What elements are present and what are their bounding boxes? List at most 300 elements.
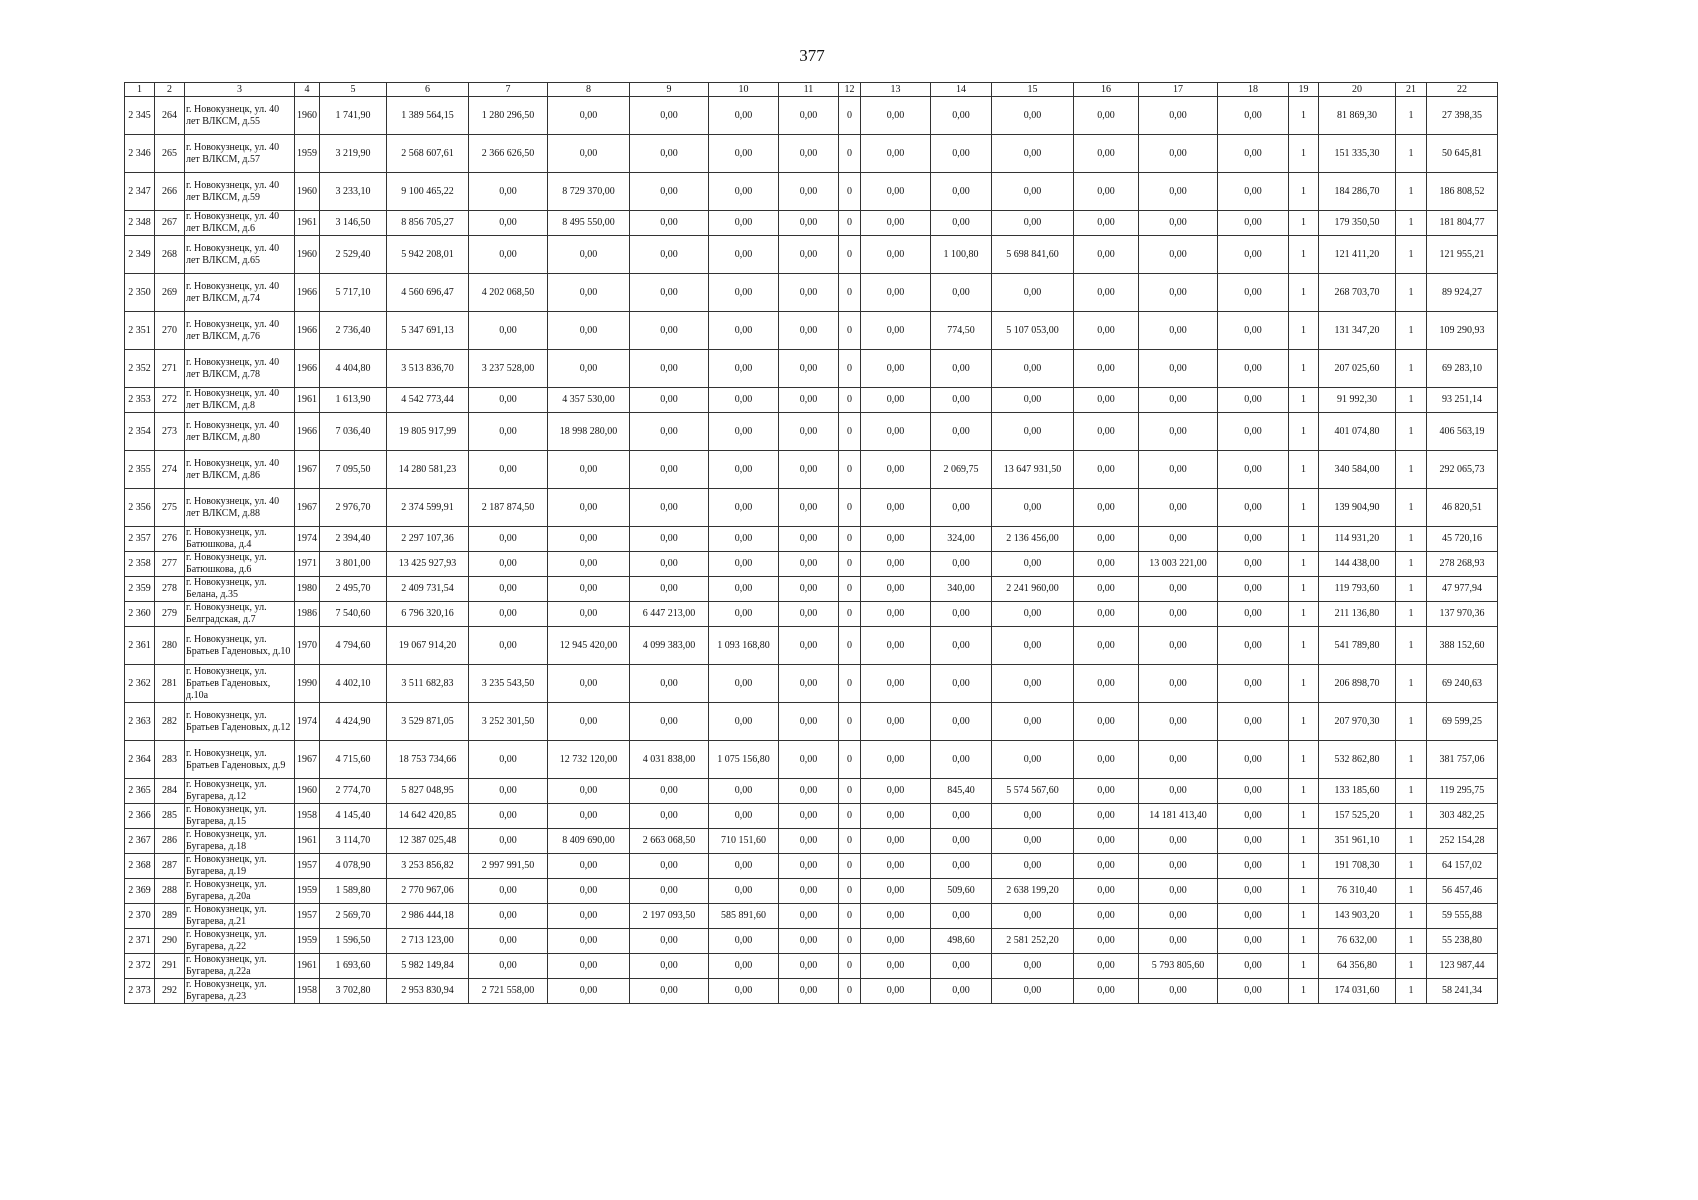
cell-col-19: 1: [1289, 312, 1319, 350]
cell-col-20: 76 632,00: [1319, 929, 1396, 954]
cell-col-11: 0,00: [779, 236, 839, 274]
cell-col-12: 0: [839, 804, 861, 829]
cell-col-19: 1: [1289, 854, 1319, 879]
cell-col-11: 0,00: [779, 741, 839, 779]
cell-col-17: 0,00: [1139, 779, 1218, 804]
column-number-4: 4: [295, 83, 320, 97]
cell-col-4: 1967: [295, 741, 320, 779]
cell-col-21: 1: [1396, 489, 1427, 527]
address-cell: г. Новокузнецк, ул. Батюшкова, д.4: [185, 527, 295, 552]
cell-col-18: 0,00: [1218, 602, 1289, 627]
table-row: [125, 779, 1498, 804]
cell-col-17: 0,00: [1139, 312, 1218, 350]
cell-col-10: 0,00: [709, 954, 779, 979]
cell-col-17: 0,00: [1139, 929, 1218, 954]
cell-col-6: 2 953 830,94: [387, 979, 469, 1004]
cell-col-22: 58 241,34: [1427, 979, 1498, 1004]
cell-col-4: 1966: [295, 274, 320, 312]
cell-col-13: 0,00: [861, 627, 931, 665]
cell-col-7: 0,00: [469, 388, 548, 413]
cell-col-1: 2 373: [125, 979, 155, 1004]
cell-col-10: 0,00: [709, 211, 779, 236]
cell-col-6: 14 642 420,85: [387, 804, 469, 829]
cell-col-13: 0,00: [861, 854, 931, 879]
cell-col-22: 121 955,21: [1427, 236, 1498, 274]
cell-col-9: 0,00: [630, 451, 709, 489]
cell-col-16: 0,00: [1074, 627, 1139, 665]
cell-col-2: 266: [155, 173, 185, 211]
address-cell: г. Новокузнецк, ул. Бугарева, д.12: [185, 779, 295, 804]
cell-col-9: 0,00: [630, 954, 709, 979]
cell-col-1: 2 352: [125, 350, 155, 388]
cell-col-6: 5 827 048,95: [387, 779, 469, 804]
column-number-2: 2: [155, 83, 185, 97]
cell-col-2: 286: [155, 829, 185, 854]
cell-col-10: 0,00: [709, 274, 779, 312]
cell-col-22: 46 820,51: [1427, 489, 1498, 527]
cell-col-16: 0,00: [1074, 602, 1139, 627]
cell-col-11: 0,00: [779, 779, 839, 804]
cell-col-9: 0,00: [630, 929, 709, 954]
cell-col-16: 0,00: [1074, 135, 1139, 173]
cell-col-9: 0,00: [630, 350, 709, 388]
cell-col-11: 0,00: [779, 665, 839, 703]
cell-col-12: 0: [839, 350, 861, 388]
cell-col-21: 1: [1396, 741, 1427, 779]
cell-col-16: 0,00: [1074, 779, 1139, 804]
cell-col-2: 291: [155, 954, 185, 979]
cell-col-1: 2 366: [125, 804, 155, 829]
cell-col-21: 1: [1396, 829, 1427, 854]
cell-col-20: 351 961,10: [1319, 829, 1396, 854]
cell-col-8: 0,00: [548, 312, 630, 350]
cell-col-15: 2 581 252,20: [992, 929, 1074, 954]
cell-col-20: 206 898,70: [1319, 665, 1396, 703]
cell-col-17: 13 003 221,00: [1139, 552, 1218, 577]
cell-col-10: 710 151,60: [709, 829, 779, 854]
cell-col-14: 340,00: [931, 577, 992, 602]
cell-col-9: 6 447 213,00: [630, 602, 709, 627]
page-number: 377: [799, 46, 825, 65]
address-cell: г. Новокузнецк, ул. Бугарева, д.21: [185, 904, 295, 929]
cell-col-22: 388 152,60: [1427, 627, 1498, 665]
cell-col-13: 0,00: [861, 274, 931, 312]
address-cell: г. Новокузнецк, ул. 40 лет ВЛКСМ, д.65: [185, 236, 295, 274]
cell-col-16: 0,00: [1074, 236, 1139, 274]
cell-col-18: 0,00: [1218, 135, 1289, 173]
cell-col-8: 18 998 280,00: [548, 413, 630, 451]
cell-col-4: 1967: [295, 451, 320, 489]
cell-col-15: 0,00: [992, 665, 1074, 703]
address-cell: г. Новокузнецк, ул. Братьев Гаденовых, д.10: [185, 627, 295, 665]
cell-col-9: 0,00: [630, 577, 709, 602]
cell-col-2: 277: [155, 552, 185, 577]
column-number-row: [125, 83, 1498, 97]
cell-col-19: 1: [1289, 602, 1319, 627]
cell-col-22: 292 065,73: [1427, 451, 1498, 489]
cell-col-18: 0,00: [1218, 489, 1289, 527]
cell-col-17: 0,00: [1139, 979, 1218, 1004]
cell-col-19: 1: [1289, 703, 1319, 741]
cell-col-16: 0,00: [1074, 173, 1139, 211]
cell-col-12: 0: [839, 173, 861, 211]
cell-col-9: 0,00: [630, 388, 709, 413]
cell-col-9: 2 663 068,50: [630, 829, 709, 854]
cell-col-14: 0,00: [931, 804, 992, 829]
cell-col-16: 0,00: [1074, 312, 1139, 350]
cell-col-6: 2 986 444,18: [387, 904, 469, 929]
cell-col-20: 76 310,40: [1319, 879, 1396, 904]
cell-col-8: 0,00: [548, 274, 630, 312]
cell-col-7: 0,00: [469, 451, 548, 489]
cell-col-11: 0,00: [779, 804, 839, 829]
cell-col-16: 0,00: [1074, 577, 1139, 602]
cell-col-12: 0: [839, 665, 861, 703]
cell-col-21: 1: [1396, 135, 1427, 173]
cell-col-13: 0,00: [861, 577, 931, 602]
cell-col-16: 0,00: [1074, 211, 1139, 236]
cell-col-11: 0,00: [779, 954, 839, 979]
cell-col-22: 59 555,88: [1427, 904, 1498, 929]
cell-col-7: 0,00: [469, 602, 548, 627]
column-number-16: 16: [1074, 83, 1139, 97]
cell-col-12: 0: [839, 829, 861, 854]
address-cell: г. Новокузнецк, ул. 40 лет ВЛКСМ, д.59: [185, 173, 295, 211]
cell-col-17: 0,00: [1139, 703, 1218, 741]
cell-col-4: 1958: [295, 979, 320, 1004]
cell-col-5: 7 540,60: [320, 602, 387, 627]
cell-col-15: 0,00: [992, 173, 1074, 211]
cell-col-1: 2 368: [125, 854, 155, 879]
cell-col-19: 1: [1289, 135, 1319, 173]
cell-col-22: 55 238,80: [1427, 929, 1498, 954]
cell-col-6: 5 347 691,13: [387, 312, 469, 350]
cell-col-22: 45 720,16: [1427, 527, 1498, 552]
cell-col-10: 0,00: [709, 703, 779, 741]
cell-col-2: 278: [155, 577, 185, 602]
cell-col-9: 0,00: [630, 312, 709, 350]
table-row: [125, 904, 1498, 929]
cell-col-4: 1957: [295, 854, 320, 879]
cell-col-14: 0,00: [931, 135, 992, 173]
cell-col-14: 0,00: [931, 665, 992, 703]
cell-col-6: 18 753 734,66: [387, 741, 469, 779]
cell-col-10: 0,00: [709, 879, 779, 904]
cell-col-22: 252 154,28: [1427, 829, 1498, 854]
cell-col-14: 1 100,80: [931, 236, 992, 274]
cell-col-16: 0,00: [1074, 413, 1139, 451]
cell-col-6: 2 297 107,36: [387, 527, 469, 552]
cell-col-12: 0: [839, 527, 861, 552]
cell-col-15: 0,00: [992, 274, 1074, 312]
cell-col-2: 271: [155, 350, 185, 388]
cell-col-21: 1: [1396, 904, 1427, 929]
column-number-3: 3: [185, 83, 295, 97]
cell-col-18: 0,00: [1218, 552, 1289, 577]
cell-col-16: 0,00: [1074, 703, 1139, 741]
cell-col-16: 0,00: [1074, 804, 1139, 829]
cell-col-8: 0,00: [548, 97, 630, 135]
cell-col-4: 1960: [295, 173, 320, 211]
cell-col-15: 0,00: [992, 552, 1074, 577]
cell-col-21: 1: [1396, 388, 1427, 413]
cell-col-1: 2 372: [125, 954, 155, 979]
cell-col-19: 1: [1289, 804, 1319, 829]
cell-col-10: 0,00: [709, 97, 779, 135]
cell-col-12: 0: [839, 854, 861, 879]
address-cell: г. Новокузнецк, ул. Братьев Гаденовых, д.10а: [185, 665, 295, 703]
cell-col-20: 81 869,30: [1319, 97, 1396, 135]
cell-col-22: 47 977,94: [1427, 577, 1498, 602]
cell-col-19: 1: [1289, 552, 1319, 577]
cell-col-7: 0,00: [469, 413, 548, 451]
table-row: [125, 741, 1498, 779]
cell-col-15: 0,00: [992, 804, 1074, 829]
cell-col-20: 541 789,80: [1319, 627, 1396, 665]
cell-col-1: 2 354: [125, 413, 155, 451]
cell-col-2: 264: [155, 97, 185, 135]
address-cell: г. Новокузнецк, ул. Бугарева, д.22а: [185, 954, 295, 979]
column-number-12: 12: [839, 83, 861, 97]
cell-col-9: 0,00: [630, 97, 709, 135]
cell-col-15: 0,00: [992, 489, 1074, 527]
cell-col-15: 0,00: [992, 854, 1074, 879]
cell-col-9: 0,00: [630, 135, 709, 173]
cell-col-19: 1: [1289, 665, 1319, 703]
cell-col-20: 144 438,00: [1319, 552, 1396, 577]
column-number-18: 18: [1218, 83, 1289, 97]
cell-col-12: 0: [839, 602, 861, 627]
cell-col-18: 0,00: [1218, 904, 1289, 929]
cell-col-2: 292: [155, 979, 185, 1004]
address-cell: г. Новокузнецк, ул. Бугарева, д.15: [185, 804, 295, 829]
cell-col-16: 0,00: [1074, 904, 1139, 929]
cell-col-8: 0,00: [548, 979, 630, 1004]
cell-col-19: 1: [1289, 274, 1319, 312]
cell-col-13: 0,00: [861, 741, 931, 779]
cell-col-7: 0,00: [469, 173, 548, 211]
column-number-21: 21: [1396, 83, 1427, 97]
cell-col-5: 2 774,70: [320, 779, 387, 804]
cell-col-4: 1959: [295, 135, 320, 173]
cell-col-20: 184 286,70: [1319, 173, 1396, 211]
cell-col-8: 0,00: [548, 350, 630, 388]
cell-col-19: 1: [1289, 236, 1319, 274]
cell-col-4: 1961: [295, 388, 320, 413]
cell-col-5: 2 736,40: [320, 312, 387, 350]
cell-col-5: 2 569,70: [320, 904, 387, 929]
address-cell: г. Новокузнецк, ул. 40 лет ВЛКСМ, д.8: [185, 388, 295, 413]
cell-col-14: 0,00: [931, 274, 992, 312]
cell-col-17: 0,00: [1139, 741, 1218, 779]
cell-col-13: 0,00: [861, 236, 931, 274]
cell-col-13: 0,00: [861, 97, 931, 135]
cell-col-16: 0,00: [1074, 388, 1139, 413]
cell-col-18: 0,00: [1218, 703, 1289, 741]
address-cell: г. Новокузнецк, ул. 40 лет ВЛКСМ, д.55: [185, 97, 295, 135]
cell-col-15: 0,00: [992, 97, 1074, 135]
cell-col-13: 0,00: [861, 879, 931, 904]
cell-col-21: 1: [1396, 527, 1427, 552]
column-number-15: 15: [992, 83, 1074, 97]
cell-col-4: 1966: [295, 413, 320, 451]
cell-col-9: 0,00: [630, 527, 709, 552]
column-number-10: 10: [709, 83, 779, 97]
cell-col-22: 69 240,63: [1427, 665, 1498, 703]
cell-col-12: 0: [839, 929, 861, 954]
table-row: [125, 173, 1498, 211]
cell-col-13: 0,00: [861, 929, 931, 954]
cell-col-12: 0: [839, 954, 861, 979]
cell-col-18: 0,00: [1218, 627, 1289, 665]
cell-col-7: 0,00: [469, 929, 548, 954]
cell-col-20: 179 350,50: [1319, 211, 1396, 236]
cell-col-10: 0,00: [709, 388, 779, 413]
cell-col-5: 4 794,60: [320, 627, 387, 665]
cell-col-1: 2 353: [125, 388, 155, 413]
cell-col-22: 89 924,27: [1427, 274, 1498, 312]
cell-col-22: 27 398,35: [1427, 97, 1498, 135]
cell-col-4: 1974: [295, 703, 320, 741]
cell-col-6: 4 542 773,44: [387, 388, 469, 413]
cell-col-6: 14 280 581,23: [387, 451, 469, 489]
cell-col-18: 0,00: [1218, 854, 1289, 879]
cell-col-1: 2 364: [125, 741, 155, 779]
column-number-14: 14: [931, 83, 992, 97]
cell-col-21: 1: [1396, 979, 1427, 1004]
cell-col-6: 8 856 705,27: [387, 211, 469, 236]
cell-col-14: 509,60: [931, 879, 992, 904]
cell-col-17: 0,00: [1139, 665, 1218, 703]
cell-col-1: 2 345: [125, 97, 155, 135]
cell-col-15: 0,00: [992, 703, 1074, 741]
cell-col-20: 91 992,30: [1319, 388, 1396, 413]
cell-col-7: 0,00: [469, 236, 548, 274]
cell-col-12: 0: [839, 388, 861, 413]
address-cell: г. Новокузнецк, ул. 40 лет ВЛКСМ, д.86: [185, 451, 295, 489]
cell-col-2: 285: [155, 804, 185, 829]
table-row: [125, 665, 1498, 703]
cell-col-18: 0,00: [1218, 577, 1289, 602]
address-cell: г. Новокузнецк, ул. Батюшкова, д.6: [185, 552, 295, 577]
cell-col-12: 0: [839, 135, 861, 173]
cell-col-21: 1: [1396, 929, 1427, 954]
cell-col-18: 0,00: [1218, 312, 1289, 350]
cell-col-6: 13 425 927,93: [387, 552, 469, 577]
cell-col-13: 0,00: [861, 388, 931, 413]
cell-col-1: 2 370: [125, 904, 155, 929]
cell-col-12: 0: [839, 741, 861, 779]
cell-col-16: 0,00: [1074, 350, 1139, 388]
cell-col-14: 0,00: [931, 602, 992, 627]
cell-col-11: 0,00: [779, 413, 839, 451]
address-cell: г. Новокузнецк, ул. 40 лет ВЛКСМ, д.88: [185, 489, 295, 527]
cell-col-11: 0,00: [779, 388, 839, 413]
cell-col-15: 0,00: [992, 135, 1074, 173]
cell-col-14: 0,00: [931, 627, 992, 665]
cell-col-18: 0,00: [1218, 274, 1289, 312]
cell-col-15: 5 107 053,00: [992, 312, 1074, 350]
cell-col-6: 3 253 856,82: [387, 854, 469, 879]
cell-col-13: 0,00: [861, 173, 931, 211]
cell-col-20: 532 862,80: [1319, 741, 1396, 779]
housing-register-table: [124, 82, 1498, 1004]
cell-col-20: 157 525,20: [1319, 804, 1396, 829]
cell-col-21: 1: [1396, 627, 1427, 665]
cell-col-10: 0,00: [709, 489, 779, 527]
cell-col-5: 4 402,10: [320, 665, 387, 703]
cell-col-11: 0,00: [779, 211, 839, 236]
cell-col-12: 0: [839, 211, 861, 236]
cell-col-16: 0,00: [1074, 97, 1139, 135]
cell-col-13: 0,00: [861, 489, 931, 527]
table-row: [125, 388, 1498, 413]
cell-col-18: 0,00: [1218, 350, 1289, 388]
cell-col-15: 0,00: [992, 829, 1074, 854]
cell-col-7: 0,00: [469, 577, 548, 602]
cell-col-8: 12 945 420,00: [548, 627, 630, 665]
cell-col-11: 0,00: [779, 527, 839, 552]
cell-col-14: 0,00: [931, 854, 992, 879]
cell-col-7: 0,00: [469, 312, 548, 350]
cell-col-8: 0,00: [548, 779, 630, 804]
cell-col-20: 401 074,80: [1319, 413, 1396, 451]
cell-col-1: 2 350: [125, 274, 155, 312]
cell-col-8: 0,00: [548, 527, 630, 552]
cell-col-18: 0,00: [1218, 527, 1289, 552]
cell-col-20: 139 904,90: [1319, 489, 1396, 527]
cell-col-5: 1 613,90: [320, 388, 387, 413]
cell-col-12: 0: [839, 904, 861, 929]
cell-col-11: 0,00: [779, 703, 839, 741]
cell-col-11: 0,00: [779, 489, 839, 527]
cell-col-15: 0,00: [992, 627, 1074, 665]
cell-col-7: 0,00: [469, 954, 548, 979]
cell-col-12: 0: [839, 879, 861, 904]
cell-col-18: 0,00: [1218, 829, 1289, 854]
cell-col-13: 0,00: [861, 979, 931, 1004]
cell-col-11: 0,00: [779, 879, 839, 904]
cell-col-6: 19 067 914,20: [387, 627, 469, 665]
cell-col-13: 0,00: [861, 413, 931, 451]
cell-col-19: 1: [1289, 577, 1319, 602]
cell-col-14: 0,00: [931, 489, 992, 527]
table-row: [125, 979, 1498, 1004]
cell-col-8: 0,00: [548, 489, 630, 527]
cell-col-9: 0,00: [630, 489, 709, 527]
cell-col-11: 0,00: [779, 577, 839, 602]
cell-col-11: 0,00: [779, 135, 839, 173]
cell-col-22: 69 599,25: [1427, 703, 1498, 741]
cell-col-7: 3 237 528,00: [469, 350, 548, 388]
cell-col-8: 8 495 550,00: [548, 211, 630, 236]
cell-col-19: 1: [1289, 979, 1319, 1004]
cell-col-17: 0,00: [1139, 602, 1218, 627]
cell-col-18: 0,00: [1218, 388, 1289, 413]
cell-col-1: 2 358: [125, 552, 155, 577]
cell-col-18: 0,00: [1218, 97, 1289, 135]
cell-col-1: 2 367: [125, 829, 155, 854]
cell-col-5: 1 741,90: [320, 97, 387, 135]
cell-col-17: 0,00: [1139, 527, 1218, 552]
cell-col-21: 1: [1396, 350, 1427, 388]
cell-col-15: 0,00: [992, 388, 1074, 413]
cell-col-1: 2 348: [125, 211, 155, 236]
cell-col-1: 2 371: [125, 929, 155, 954]
cell-col-19: 1: [1289, 388, 1319, 413]
cell-col-4: 1971: [295, 552, 320, 577]
cell-col-2: 284: [155, 779, 185, 804]
